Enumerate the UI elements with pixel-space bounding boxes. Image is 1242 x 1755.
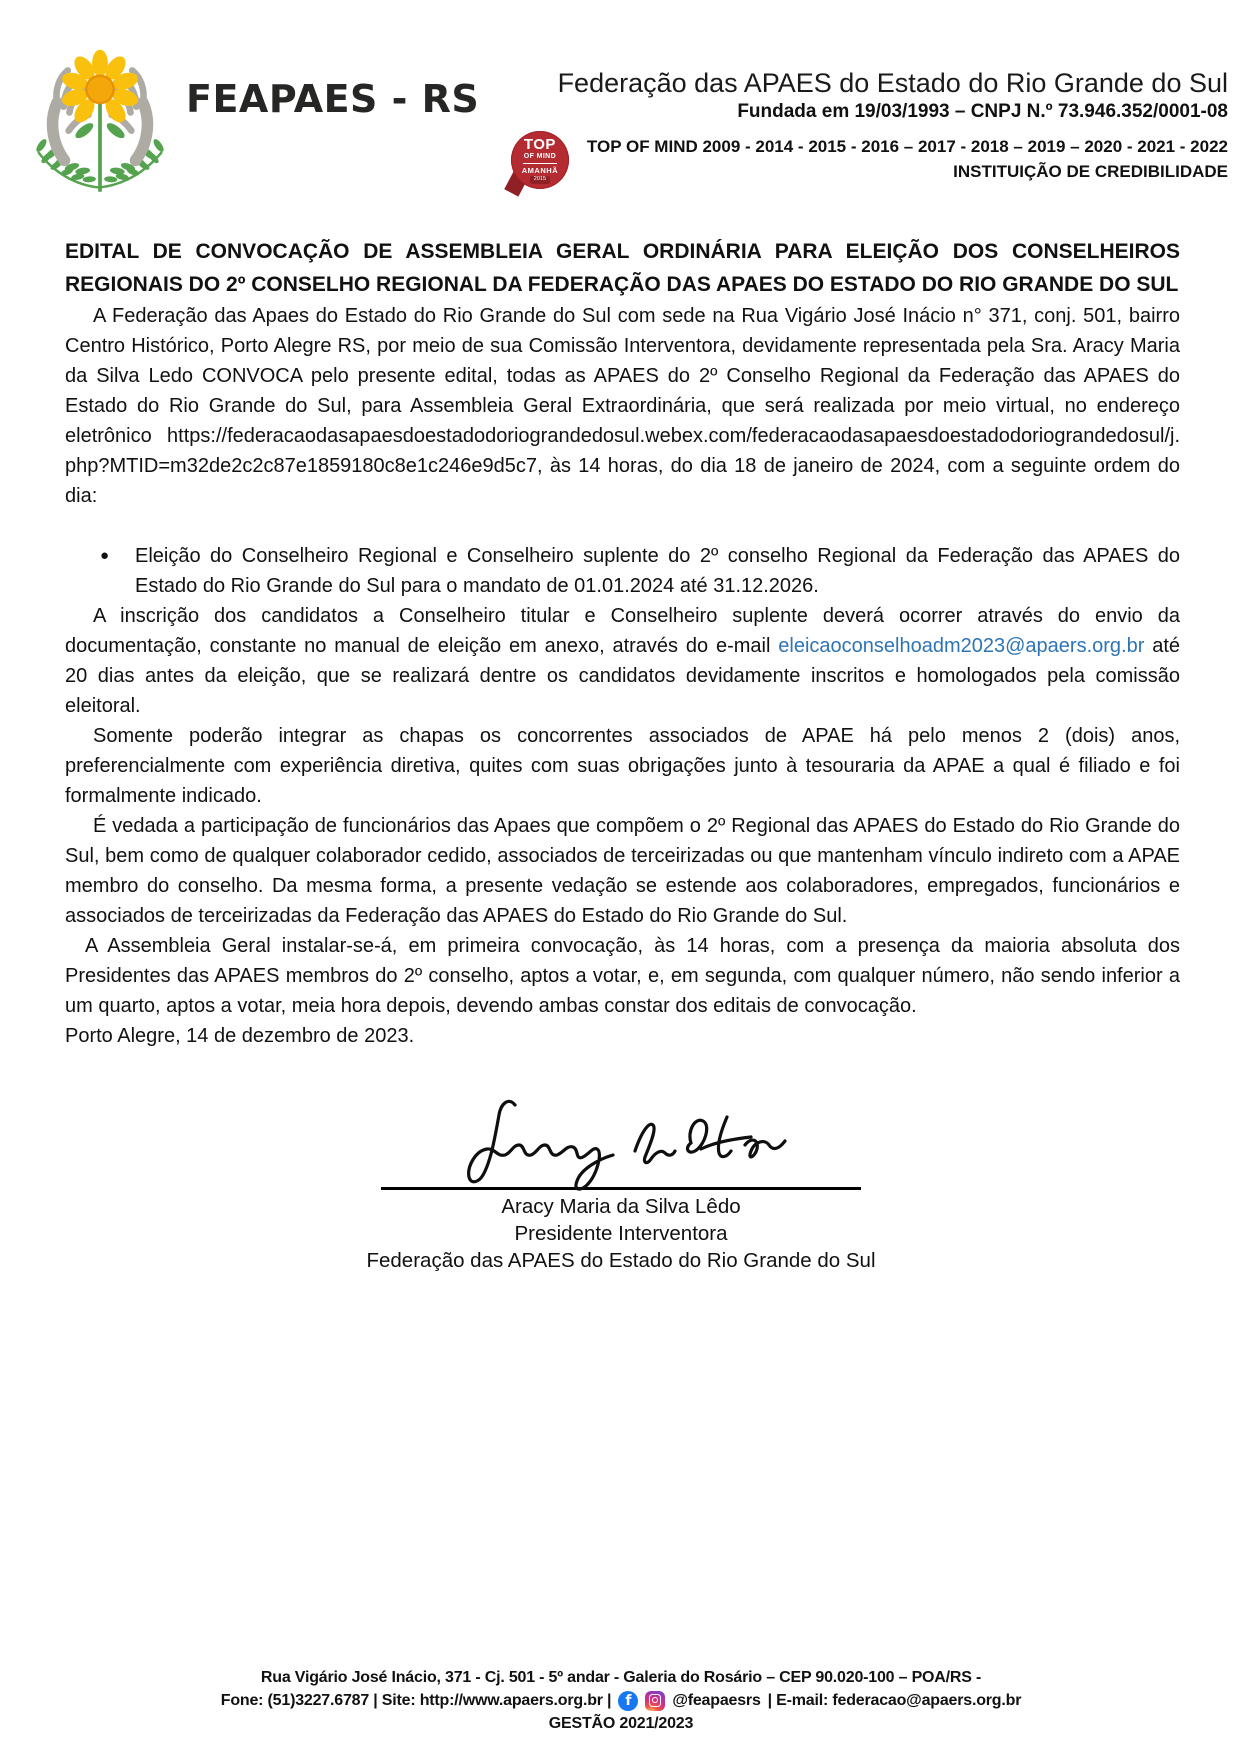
webex-url: https://federacaodasapaesdoestadodoriograndedosul.webex.com/federacaodasapaesdoestadodoriograndedosul/j.php?MTID=m32de2c2c87e1859180c8e1c246e9d5c7 [65,425,1180,477]
footer-contact-after: | E-mail: federacao@apaers.org.br [767,1692,1022,1709]
founded-cnpj-line: Fundada em 19/03/1993 – CNPJ N.º 73.946.352/0001-08 [737,101,1228,122]
top-of-mind-badge-icon [511,131,569,189]
p3-before: A inscrição dos candidatos a Conselheiro titular e Conselheiro suplente deverá ocorrer através do envio da documentação, constante no manual de eleição em anexo, através do e-mail [65,605,1180,657]
footer [0,1666,1242,1735]
signature-block [0,1095,1242,1274]
instagram-icon [645,1691,665,1711]
paragraph-restriction: É vedada a participação de funcionários das Apaes que compõem o 2º Regional das APAES do Estado do Rio Grande do Sul, bem como de qualquer colaborador cedido, associados de terceirizadas ou que mantenham vínculo indireto com a APAE membro do conselho. Da mesma forma, a presente vedação se estende aos colaboradores, empregados, funcionários e associados de terceirizadas da Federação das APAES do Estado do Rio Grande do Sul. [65,815,1180,927]
footer-address: Rua Vigário José Inácio, 371 - Cj. 501 - 5º andar - Galeria do Rosário – CEP 90.020-100 – POA/RS - [260,1669,982,1686]
badge-amanha-text: AMANHÃ [521,165,559,175]
signer-org: Federação das APAES do Estado do Rio Grande do Sul [366,1249,876,1272]
agenda-item-text: Eleição do Conselheiro Regional e Conselheiro suplente do 2º conselho Regional da Federação das APAES do Estado do Rio Grande do Sul para o mandato de 01.01.2024 até 31.12.2026. [135,545,1180,597]
p3-after: até 20 dias antes da eleição, que se realizará dentre os candidatos devidamente inscritos e homologados pela comissão eleitoral. [65,635,1181,717]
election-email-link[interactable]: eleicaoconselhoadm2023@apaers.org.br [778,635,1145,657]
letterhead-right [511,30,1228,189]
signer-name: Aracy Maria da Silva Lêdo [501,1195,741,1218]
paragraph-convocation [65,301,1180,511]
paragraph-quorum: A Assembleia Geral instalar-se-á, em primeira convocação, às 14 horas, com a presença da maioria absoluta dos Presidentes das APAES membros do 2º conselho, aptos a votar, e, em segunda, com qualquer número, não sendo inferior a um quarto, aptos a votar, meia hora depois, devendo ambas constar dos editais de convocação. [65,935,1180,1017]
badge-year-text: 2015 [530,176,550,184]
org-name: Federação das APAES do Estado do Rio Grande do Sul [557,68,1228,98]
badge-top-text: TOP [523,135,556,153]
badge-divider [523,163,557,164]
paragraph-eligibility: Somente poderão integrar as chapas os concorrentes associados de APAE há pelo menos 2 (dois) anos, preferencialmente com experiência diretiva, quites com suas obrigações junto à tesouraria da APAE a qual é filiado e foi formalmente indicado. [65,725,1180,807]
credibility-line: INSTITUIÇÃO DE CREDIBILIDADE [953,162,1228,181]
letterhead [0,0,1242,195]
signature-line [381,1095,861,1190]
p1-end: , às 14 horas, do dia 18 de janeiro de 2024, com a seguinte ordem do dia: [65,455,1180,507]
social-handle: @feapaesrs [672,1692,761,1709]
footer-contact-before: Fone: (51)3227.6787 | Site: http://www.apaers.org.br | [220,1692,612,1709]
footer-gestao: GESTÃO 2021/2023 [548,1715,694,1732]
feapaes-logo [20,30,479,195]
signer-role: Presidente Interventora [514,1222,728,1245]
footer-contact [0,1689,1242,1712]
badge-ofmind-text: OF MIND [523,152,557,160]
bullet-icon: ● [100,547,110,564]
document-body [65,301,1180,1051]
agenda-item [65,541,1180,601]
p1-text: A Federação das Apaes do Estado do Rio Grande do Sul com sede na Rua Vigário José Inácio n° 371, conj. 501, bairro Centro Histórico, Porto Alegre RS, por meio de sua Comissão Interventora, devidamente representada pela Sra. Aracy Maria da Silva Ledo CONVOCA pelo presente edital, todas as APAES do 2º Conselho Regional da Federação das APAES do Estado do Rio Grande do Sul, para Assembleia Geral Extraordinária, que será realizada por meio virtual, no endereço eletrônico [65,305,1180,447]
handwritten-signature-image [397,1087,827,1207]
paragraph-inscription [65,601,1180,721]
facebook-icon [618,1691,638,1711]
dateline: Porto Alegre, 14 de dezembro de 2023. [65,1025,415,1047]
page-title: EDITAL DE CONVOCAÇÃO DE ASSEMBLEIA GERAL ORDINÁRIA PARA ELEIÇÃO DOS CONSELHEIROS REGIONAIS DO 2º CONSELHO REGIONAL DA FEDERAÇÃO DAS APAES DO ESTADO DO RIO GRANDE DO SUL [65,240,1180,296]
top-of-mind-years: TOP OF MIND 2009 - 2014 - 2015 - 2016 – 2017 - 2018 – 2019 – 2020 - 2021 - 2022 [586,137,1228,157]
awards-text [587,135,1228,184]
wordmark: FEAPAES - RS [186,76,480,121]
awards-row [511,131,1228,189]
hands-sunflower-icon [20,30,180,195]
